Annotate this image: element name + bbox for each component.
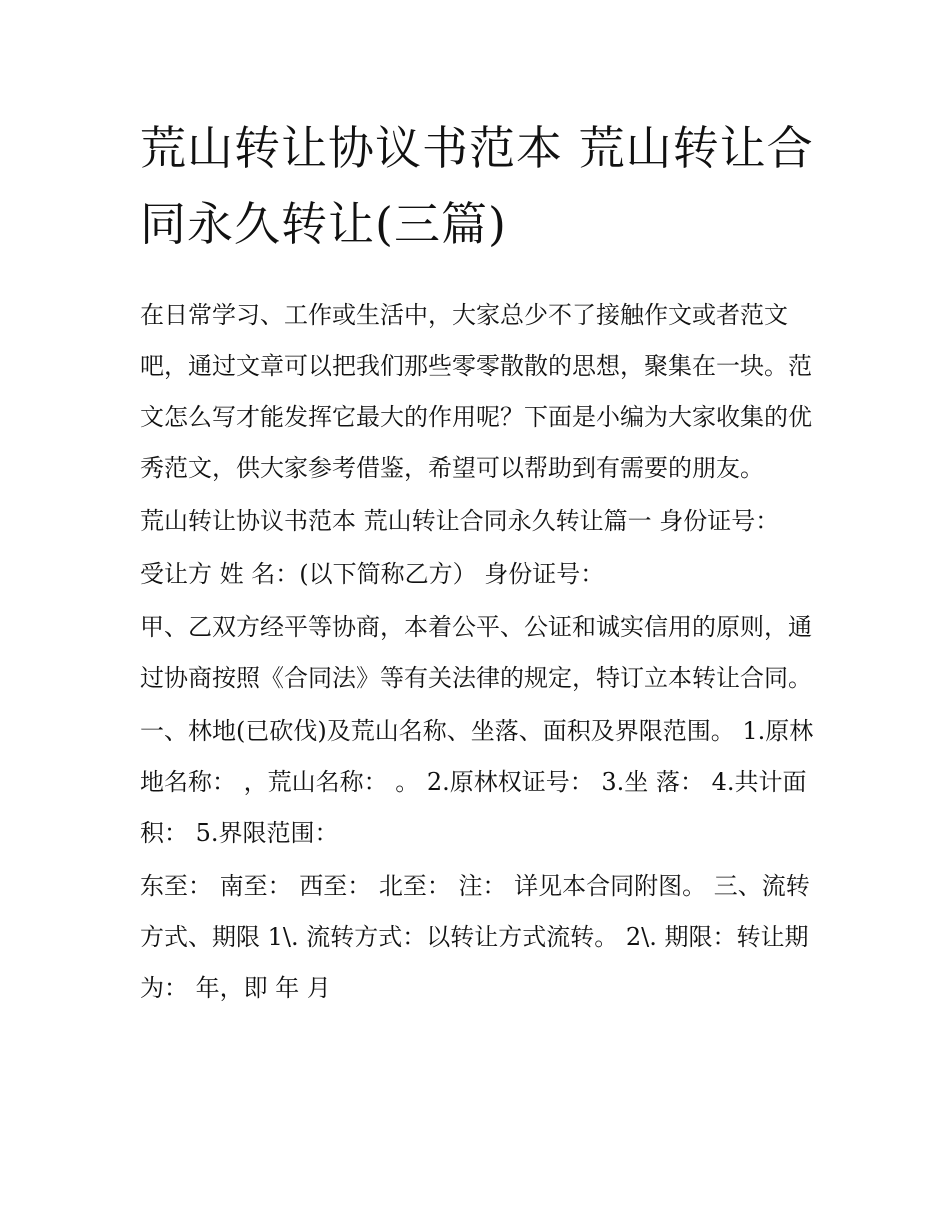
document-title: 荒山转让协议书范本 荒山转让合同永久转让(三篇) (140, 121, 814, 251)
paragraph-boundaries: 东至： 南至： 西至： 北至： 注： 详见本合同附图。 三、流转方式、期限 1\. 流转方式：以转让方式流转。 2\. 期限：转让期为： 年，即 年 月 (140, 872, 810, 1002)
paragraph-intro: 在日常学习、工作或生活中，大家总少不了接触作文或者范文吧，通过文章可以把我们那些零零散散的思想，聚集在一块。范文怎么写才能发挥它最大的作用呢？下面是小编为大家收集的优秀范文，供大家参考借鉴，希望可以帮助到有需要的朋友。 (140, 301, 812, 482)
document-page (140, 110, 820, 1016)
paragraph-transferor: 荒山转让协议书范本 荒山转让合同永久转让篇一 身份证号： (140, 507, 780, 535)
paragraph-transferee: 受让方 姓 名：(以下简称乙方） 身份证号： (140, 560, 605, 588)
paragraph-section-one: 一、林地(已砍伐)及荒山名称、坐落、面积及界限范围。 1.原林地名称： ，荒山名称： 。 2.原林权证号： 3.坐 落： 4.共计面积： 5.界限范围： (140, 717, 814, 847)
paragraph-preamble: 甲、乙双方经平等协商，本着公平、公证和诚实信用的原则，通过协商按照《合同法》等有关法律的规定，特订立本转让合同。 (140, 613, 812, 692)
